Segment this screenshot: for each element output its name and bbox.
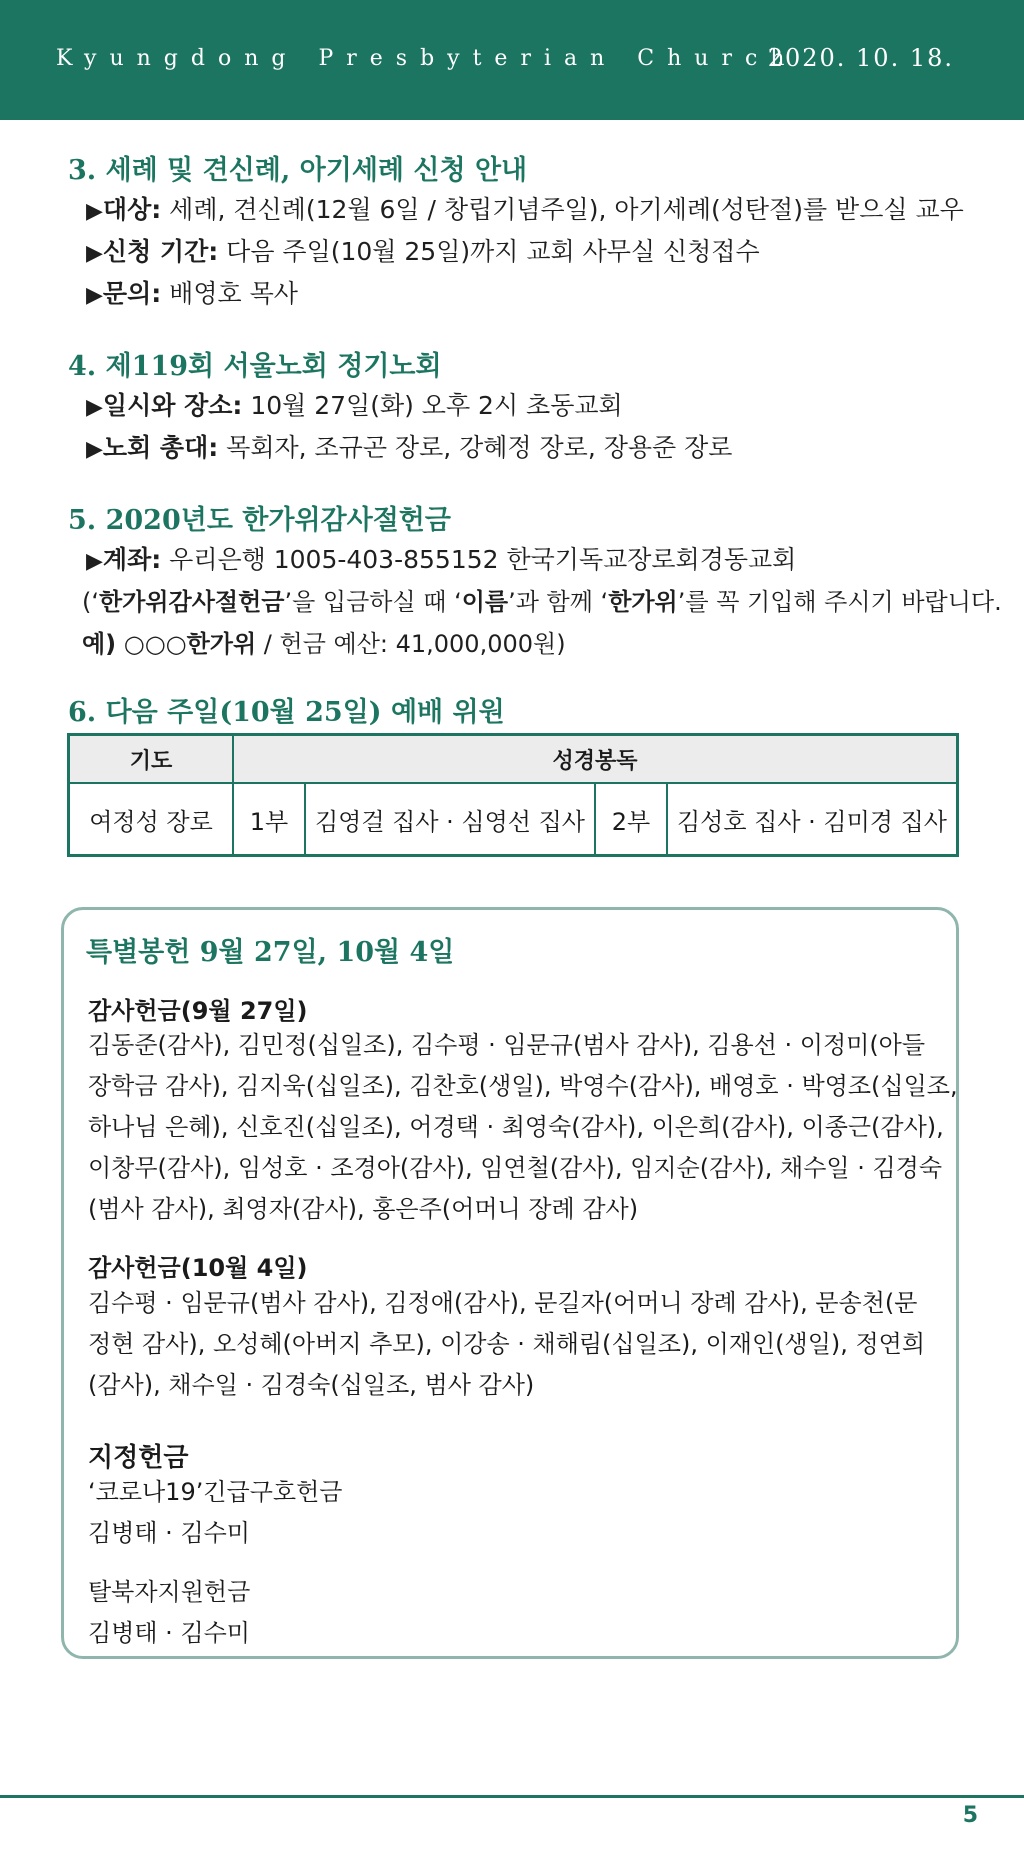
fund-name: 탈북자지원헌금 [88, 1578, 251, 1606]
fund-name: ‘코로나19’긴급구호헌금 [88, 1478, 343, 1506]
item-label: 일시와 장소: [102, 391, 243, 420]
bullet-icon: ▶ [86, 395, 103, 420]
table-row [69, 783, 958, 856]
names-line: 이창무(감사), 임성호 · 조경아(감사), 임연철(감사), 임지순(감사), 채수일 · 김경숙 [88, 1154, 943, 1182]
note-bold: 한가위감사절헌금 [99, 588, 285, 616]
bullet-icon: ▶ [86, 241, 103, 266]
section-4-item-schedule [86, 386, 623, 422]
section-5-note [82, 582, 1002, 617]
cell-prayer: 여정성 장로 [69, 783, 234, 856]
section-4-title: 4. 제119회 서울노회 정기노회 [68, 351, 442, 382]
bullet-icon: ▶ [86, 199, 103, 224]
names-line: 하나님 은혜), 신호진(십일조), 어경택 · 최영숙(감사), 이은희(감사), 이종근(감사), [88, 1113, 944, 1141]
section-3-item-target [86, 190, 964, 226]
example-text: ○○○ [116, 630, 187, 658]
item-label: 문의: [102, 279, 162, 308]
section-3-item-period [86, 232, 760, 268]
names-line: 장학금 감사), 김지욱(십일조), 김찬호(생일), 박영수(감사), 배영호 · 박영조(십일조, [88, 1072, 958, 1100]
note-text: ’과 함께 ‘ [508, 588, 609, 616]
section-5-account [86, 540, 796, 576]
offering-group-2-heading: 감사헌금(10월 4일) [88, 1254, 308, 1282]
bullet-icon: ▶ [86, 549, 103, 574]
worship-roster-table [67, 733, 959, 857]
section-6-title: 6. 다음 주일(10월 25일) 예배 위원 [68, 697, 505, 728]
example-text: / 헌금 예산: 41,000,000원) [256, 630, 566, 658]
names-line: 김동준(감사), 김민정(십일조), 김수평 · 임문규(범사 감사), 김용선 · 이정미(아들 [88, 1031, 926, 1059]
item-label: 노회 총대: [102, 433, 219, 462]
designated-fund-1 [88, 1472, 938, 1554]
designated-offering-heading: 지정헌금 [88, 1443, 189, 1473]
note-text: (‘ [82, 588, 99, 616]
offering-group-2-names [88, 1283, 938, 1406]
note-bold: 한가위 [608, 588, 678, 616]
cell-service-2: 2부 [595, 783, 667, 856]
cell-readers-1: 김영걸 집사 · 심영선 집사 [305, 783, 595, 856]
item-label: 대상: [102, 195, 162, 224]
section-5-title: 5. 2020년도 한가위감사절헌금 [68, 505, 451, 536]
section-5-example [82, 624, 566, 659]
table-header-row [69, 735, 958, 784]
names-line: (감사), 채수일 · 김경숙(십일조, 범사 감사) [88, 1371, 535, 1399]
note-text: ’를 꼭 기입해 주시기 바랍니다. [677, 588, 1002, 616]
names-line: (범사 감사), 최영자(감사), 홍은주(어머니 장례 감사) [88, 1195, 639, 1223]
names-line: 정현 감사), 오성혜(아버지 추모), 이강송 · 채해림(십일조), 이재인(생일), 정연희 [88, 1330, 926, 1358]
offering-group-1-names [88, 1025, 958, 1230]
designated-fund-2 [88, 1572, 938, 1654]
names-line: 김수평 · 임문규(범사 감사), 김정애(감사), 문길자(어머니 장례 감사), 문송천(문 [88, 1289, 918, 1317]
special-offering-title: 특별봉헌 9월 27일, 10월 4일 [86, 937, 455, 968]
item-text: 다음 주일(10월 25일)까지 교회 사무실 신청접수 [218, 237, 760, 266]
fund-donors: 김병태 · 김수미 [88, 1619, 250, 1647]
item-label: 신청 기간: [102, 237, 219, 266]
bullet-icon: ▶ [86, 437, 103, 462]
section-4-item-delegates [86, 428, 732, 464]
fund-donors: 김병태 · 김수미 [88, 1519, 250, 1547]
cell-readers-2: 김성호 집사 · 김미경 집사 [667, 783, 958, 856]
note-text: ’을 입금하실 때 ‘ [284, 588, 462, 616]
item-text: 목회자, 조규곤 장로, 강혜정 장로, 장용준 장로 [218, 433, 733, 462]
example-bold: 한가위 [186, 630, 257, 658]
section-3-item-contact [86, 274, 298, 310]
item-text: 10월 27일(화) 오후 2시 초동교회 [242, 391, 623, 420]
bullet-icon: ▶ [86, 283, 103, 308]
page-number: 5 [962, 1803, 978, 1828]
item-text: 우리은행 1005-403-855152 한국기독교장로회경동교회 [161, 545, 797, 574]
page-header [0, 0, 1024, 120]
section-3-title: 3. 세례 및 견신례, 아기세례 신청 안내 [68, 155, 528, 186]
item-label: 계좌: [102, 545, 162, 574]
footer-rule [0, 1795, 1024, 1798]
offering-group-1-heading: 감사헌금(9월 27일) [88, 997, 308, 1025]
header-prayer: 기도 [69, 735, 234, 784]
church-name: Kyungdong Presbyterian Church [56, 46, 798, 71]
item-text: 배영호 목사 [161, 279, 298, 308]
bulletin-date: 2020. 10. 18. [767, 44, 954, 72]
cell-service-1: 1부 [233, 783, 305, 856]
example-bold: 예) [82, 630, 117, 658]
note-bold: 이름 [461, 588, 509, 616]
item-text: 세례, 견신례(12월 6일 / 창립기념주일), 아기세례(성탄절)를 받으실 교우 [161, 195, 964, 224]
header-scripture-reading: 성경봉독 [233, 735, 958, 784]
